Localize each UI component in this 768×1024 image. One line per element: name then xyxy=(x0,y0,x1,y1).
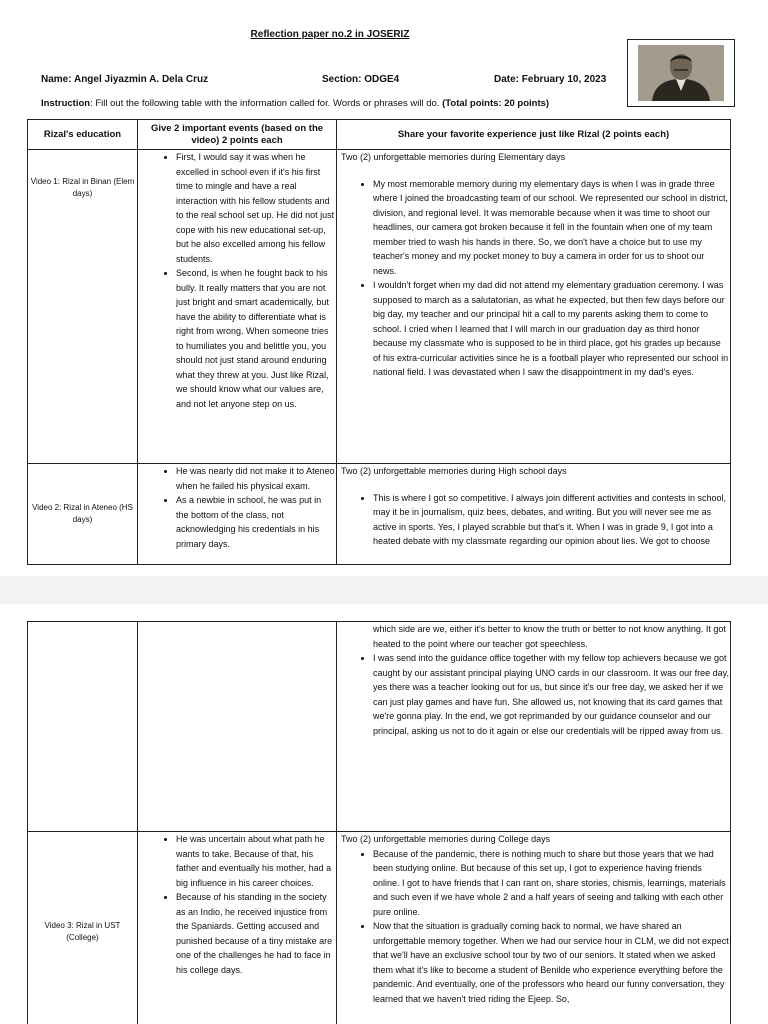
memories-cell-hs-continued xyxy=(337,622,731,832)
memory-item: • I wouldn't forget when my dad did not attend my elementary graduation ceremony. I was supposed to march as a salutatorian, as what he expected, but then few days before our big day, my teacher and our principal hit a call to my parents asking them to come to school. I cried when I learned that I will march in our graduation day as third honor because my classmate who is supposed to be in third place, got his grades up because of his extra-curricular activities since he is a football player who represented our school in national field. I was devastated when I saw the disappointment in my dad's eyes. xyxy=(373,278,730,380)
row-label-college: Video 3: Rizal in UST (College) xyxy=(28,832,138,1024)
events-cell-empty xyxy=(138,622,337,832)
memories-cell-college xyxy=(337,832,731,1024)
memory-item: • Now that the situation is gradually coming back to normal, we have shared an unforgettable memory together. When we had our service hour in CLM, we did not expect that we'll have an exclusive school tour by two of our seniors. It stated when we asked them what it's like to become a student of Benilde who experience everything before the pandemic. And eventually, one of the professors who heard our funny conversation, they learned that we haven't tried riding the Ejeep. So, xyxy=(373,919,730,1006)
page-2 xyxy=(0,604,768,1024)
student-section: Section: ODGE4 xyxy=(322,74,400,85)
memory-item: • This is where I got so competitive. I always join different activities and contests in school, may it be in journalism, quiz bees, debates, and writing. But you will never see me as active in sports. Yes, I played scrabble but that's it. When I was in grade 9, I got into a heated debate with my classmate regarding our opinion about lies. We got to choose xyxy=(373,491,730,549)
memory-item: • I was send into the guidance office together with my fellow top achievers because we got caught by our assistant principal playing UNO cards in our classroom. It was our free day, yes there was a teacher looking out for us, but since it's our free day, we asked her if we can just play games and have fun. She allowed us, not knowing that its card games that we're gonna play. In the end, we got reprimanded by our guidance counselor and our principal, asking us not to do it again or else our credentials will be ripped away from us. xyxy=(373,651,730,738)
events-cell-college xyxy=(138,832,337,1024)
event-item: • Second, is when he fought back to his bully. It really matters that you are not just bright and smart academically, but have the ability to differentiate what is right from wrong. When someone tries to humiliates you and belittle you, you should not just stand around enduring what they threw at you. Just like Rizal, we should know what our values are, and not let anyone step on us. xyxy=(176,266,336,411)
row-label-elem: Video 1: Rizal in Binan (Elem days) xyxy=(28,150,138,464)
instruction-line xyxy=(41,98,549,109)
table-row xyxy=(28,622,731,832)
row-label-empty xyxy=(28,622,138,832)
memory-heading: Two (2) unforgettable memories during College days xyxy=(341,834,551,844)
table-row xyxy=(28,150,731,464)
instruction-text: : Fill out the following table with the information called for. Words or phrases will do. xyxy=(90,98,443,109)
header-favorite-experience: Share your favorite experience just like Rizal (2 points each) xyxy=(337,120,731,150)
document-title: Reflection paper no.2 in JOSERIZ xyxy=(250,29,410,40)
table-header-row xyxy=(28,120,731,150)
table-row xyxy=(28,464,731,565)
header-rizal-education: Rizal's education xyxy=(28,120,138,150)
memory-item-continued: which side are we, either it's better to know the truth or better to not know anything. It got heated to the point where our teacher got speechless. xyxy=(373,624,726,649)
memory-heading: Two (2) unforgettable memories during Elementary days xyxy=(341,152,566,162)
instruction-label: Instruction xyxy=(41,98,91,109)
student-name: Name: Angel Jiyazmin A. Dela Cruz xyxy=(41,74,209,85)
memory-item: • Because of the pandemic, there is nothing much to share but those years that we had been studying online. But because of this set up, I got to experience having friends online. I got to have friends that I can rant on, share stories, chismis, learnings, materials and such even if we have whole 2 and a half years of seeing and talking with each other pure online. xyxy=(373,847,730,920)
table-row xyxy=(28,832,731,1024)
header-important-events: Give 2 important events (based on the video) 2 points each xyxy=(138,120,337,150)
events-cell-elem xyxy=(138,150,337,464)
event-item: • He was nearly did not make it to Ateneo when he failed his physical exam. xyxy=(176,464,336,493)
education-table-continued xyxy=(27,621,731,1024)
rizal-portrait xyxy=(627,39,735,107)
memories-cell-elem xyxy=(337,150,731,464)
event-item: • First, I would say it was when he excelled in school even if it's his first time to mingle and have a real interaction with his fellow students and to the real school set up. He did not just cope with his new educational set-up, but he also excelled among his fellow students. xyxy=(176,150,336,266)
portrait-figure-icon xyxy=(638,45,724,101)
memory-item: • My most memorable memory during my elementary days is when I was in grade three where I joined the broadcasting team of our school. We represented our school in district, division, and regional level. It was memorable because when it was time to shoot our headlines, our camera got broken because it fell in the fountain when one of my team member tried to wash his hands in there. So, we don't have a choice but to use my teacher's money and my pocket money to buy a camera in order for us to shoot our news. xyxy=(373,177,730,279)
portrait-photo xyxy=(638,45,724,101)
event-item: • He was uncertain about what path he wants to take. Because of that, his father and eventually his mother, had a big influence in his career choices. xyxy=(176,832,336,890)
education-table xyxy=(27,119,731,565)
memory-heading: Two (2) unforgettable memories during High school days xyxy=(341,466,567,476)
memories-cell-hs xyxy=(337,464,731,565)
event-item: • Because of his standing in the society as an Indio, he received injustice from the Spaniards. Getting accused and punished because of a tiny mistake are one of the challenges he had to face in his college days. xyxy=(176,890,336,977)
events-cell-hs xyxy=(138,464,337,565)
event-item: • As a newbie in school, he was put in the bottom of the class, not acknowledging his credentials in his primary days. xyxy=(176,493,336,551)
total-points: (Total points: 20 points) xyxy=(442,98,550,109)
submission-date: Date: February 10, 2023 xyxy=(494,74,607,85)
row-label-hs: Video 2: Rizal in Ateneo (HS days) xyxy=(28,464,138,565)
